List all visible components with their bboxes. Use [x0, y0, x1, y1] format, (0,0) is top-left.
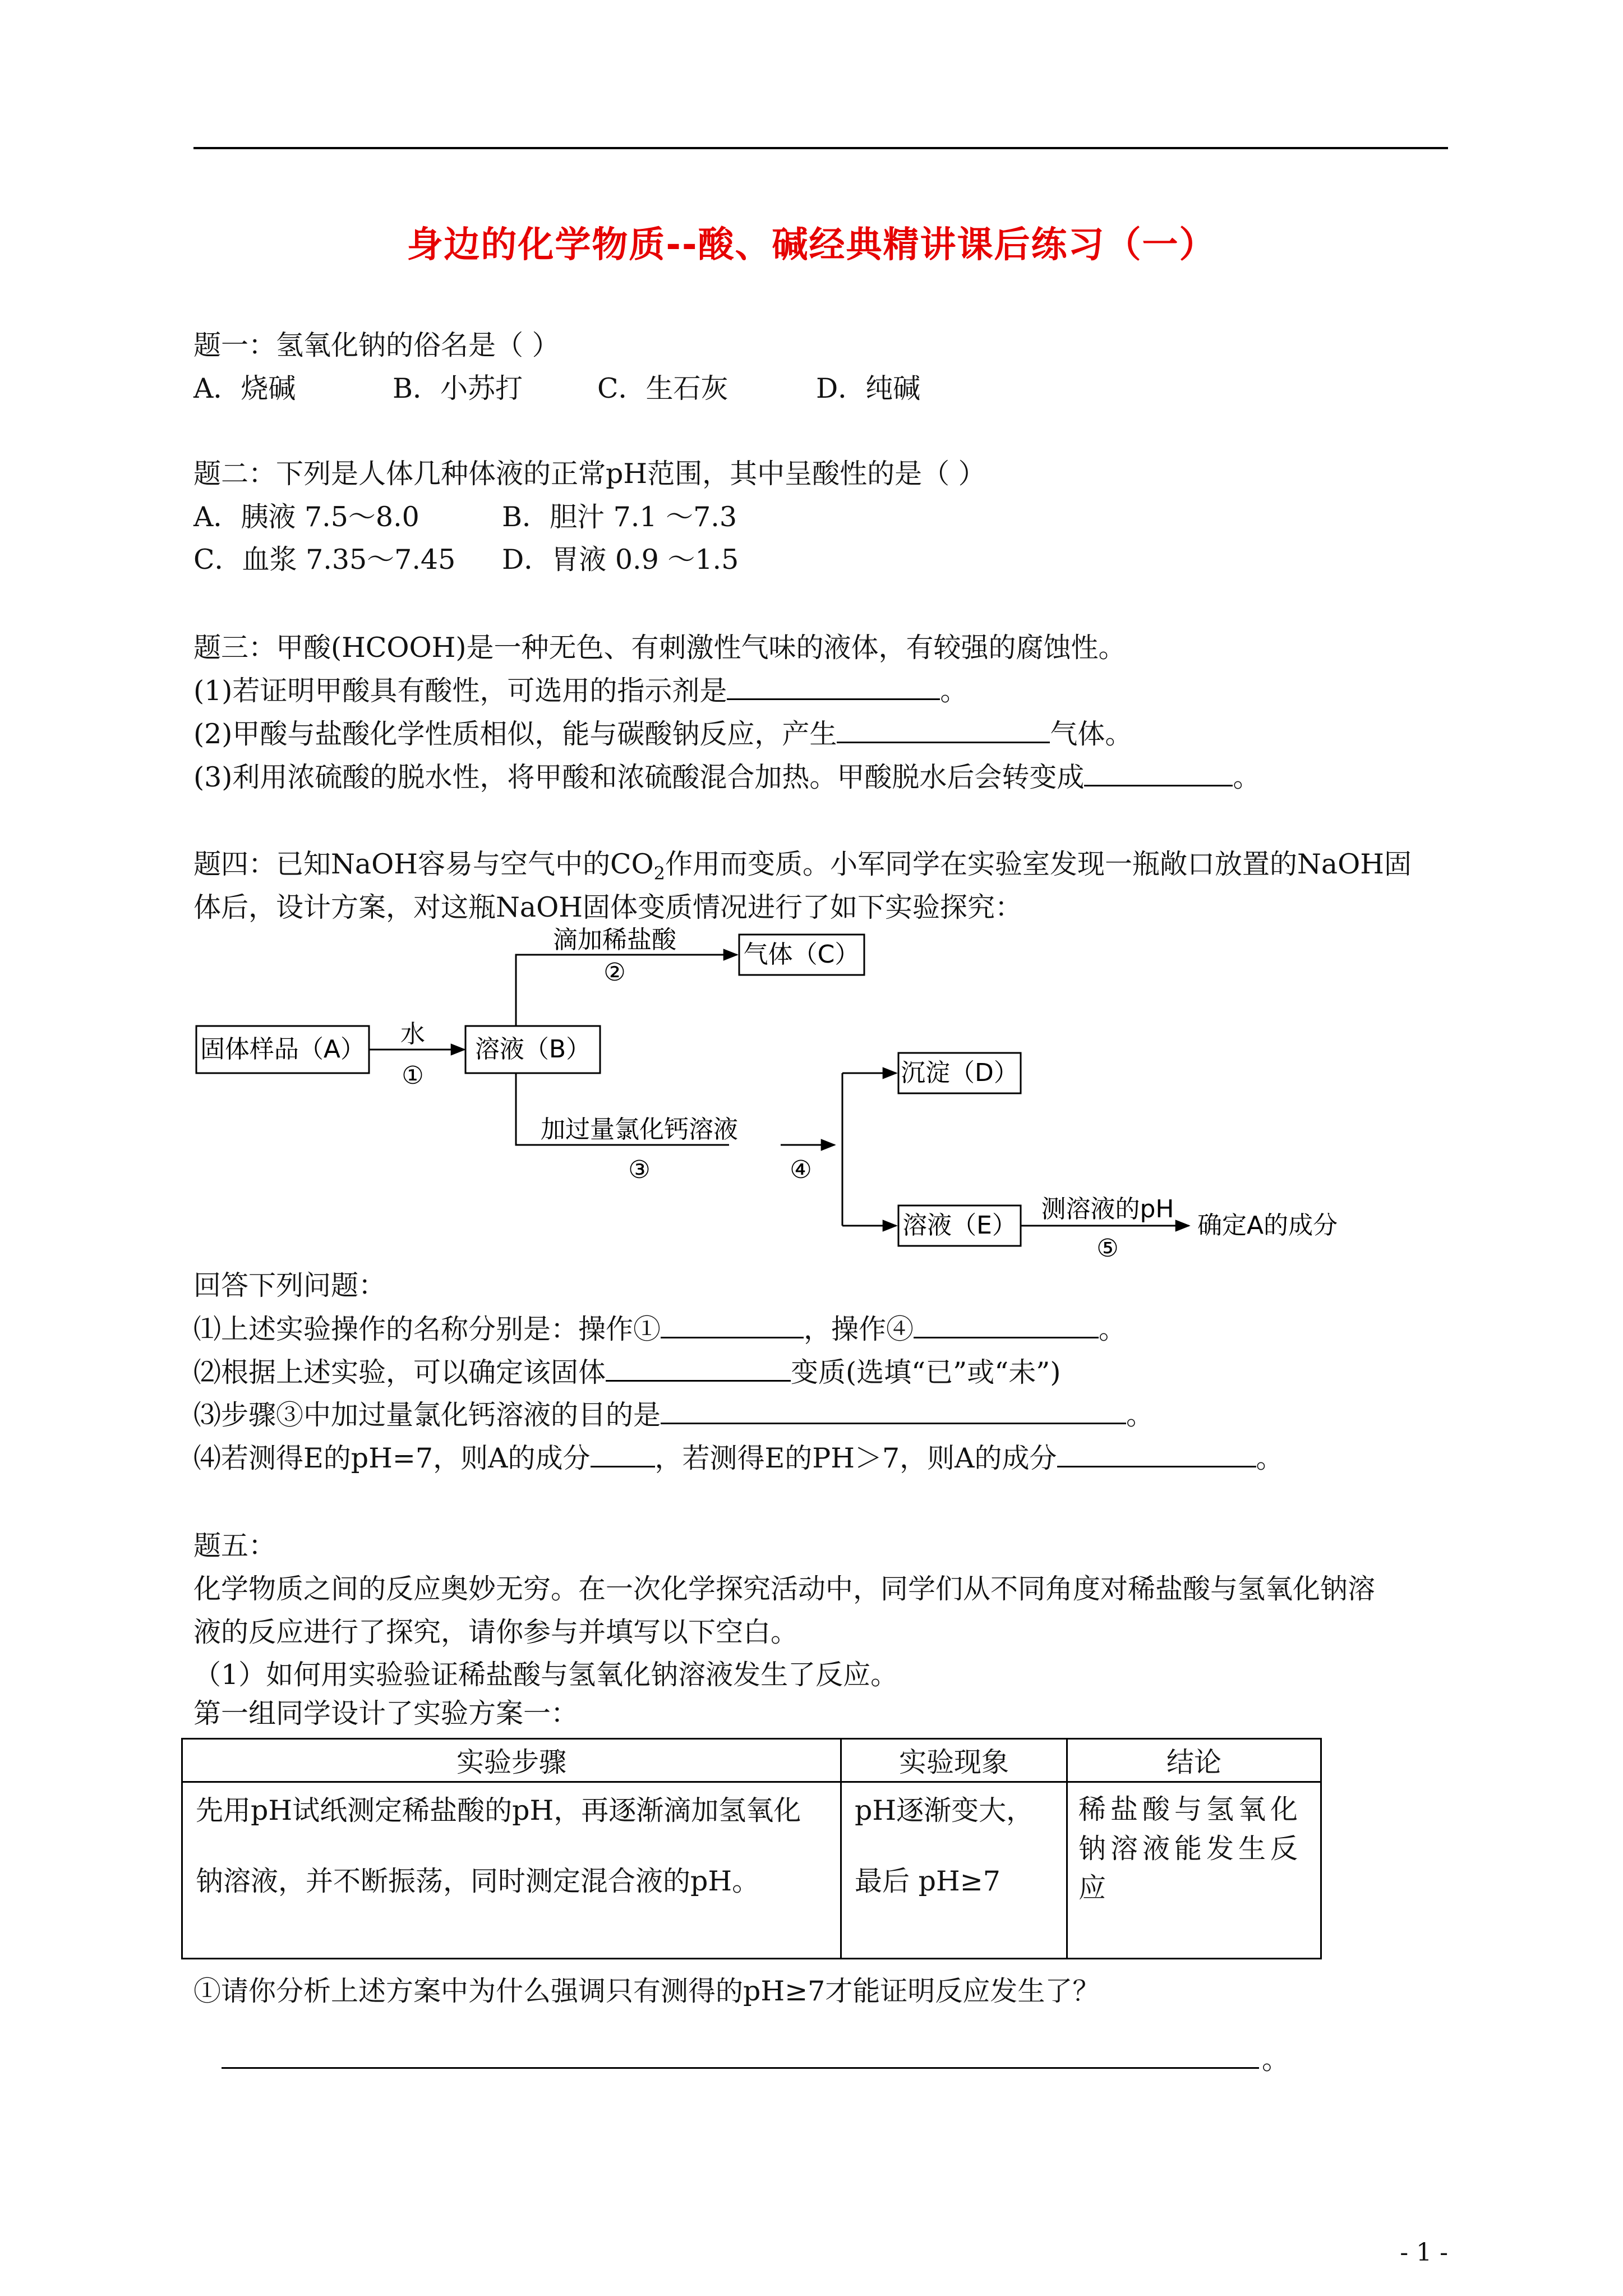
- q4-answer2: [193, 1355, 1061, 1389]
- q4-answer-intro: 回答下列问题：: [193, 1269, 386, 1301]
- label-step1: ①: [402, 1061, 424, 1090]
- q1-stem: 题一：氢氧化钠的俗名是（ ）: [193, 329, 560, 361]
- q5-intro-line2: 液的反应进行了探究，请你参与并填写以下空白。: [193, 1616, 799, 1648]
- q3-part3-end: 。: [1233, 761, 1261, 793]
- label-add-cacl2: 加过量氯化钙溶液: [541, 1115, 738, 1144]
- q4-answer1: [193, 1312, 1126, 1346]
- header-steps: 实验步骤: [182, 1739, 841, 1782]
- answer-blank[interactable]: [591, 1441, 655, 1467]
- q4-answer2-text: ⑵根据上述实验，可以确定该固体: [193, 1356, 606, 1388]
- q5-stem: 题五：: [193, 1530, 276, 1562]
- label-step3: ③: [628, 1156, 651, 1184]
- label-step4: ④: [790, 1156, 812, 1184]
- q4-answer1-end: 。: [1099, 1313, 1127, 1345]
- q4-stem-a: 题四：已知NaOH容易与空气中的CO: [193, 848, 654, 880]
- label-measure-ph: 测溶液的pH: [1041, 1195, 1174, 1223]
- q1-option-c: C．生石灰: [597, 372, 728, 404]
- q3-stem: 题三：甲酸(HCOOH)是一种无色、有刺激性气味的液体，有较强的腐蚀性。: [193, 632, 1126, 664]
- q4-answer4-end: 。: [1256, 1442, 1284, 1474]
- q5-analysis-question: ①请你分析上述方案中为什么强调只有测得的pH≥7才能证明反应发生了？: [193, 1975, 1100, 2007]
- answer-blank[interactable]: [661, 1312, 804, 1338]
- cell-conclusion: [1067, 1782, 1321, 1959]
- q3-part2-text: (2)甲酸与盐酸化学性质相似，能与碳酸钠反应，产生: [193, 718, 837, 750]
- cell-steps: [182, 1782, 841, 1959]
- label-step5: ⑤: [1096, 1234, 1119, 1263]
- q5-group1: 第一组同学设计了实验方案一：: [193, 1697, 579, 1729]
- experiment-table: [181, 1738, 1322, 1959]
- label-determine-a: 确定A的成分: [1197, 1211, 1338, 1240]
- q2-stem: 题二：下列是人体几种体液的正常pH范围，其中呈酸性的是（ ）: [193, 458, 986, 490]
- q2-option-b: B．胆汁 7.1 ～7.3: [502, 501, 737, 533]
- q3-part3-text: (3)利用浓硫酸的脱水性，将甲酸和浓硫酸混合加热。甲酸脱水后会转变成: [193, 761, 1085, 793]
- arrow-hcl: [516, 955, 737, 1026]
- q1-option-a: A．烧碱: [193, 372, 296, 404]
- q4-stem-sub: 2: [653, 862, 666, 884]
- q2-option-d: D．胃液 0.9 ～1.5: [502, 544, 739, 576]
- answer-blank[interactable]: [1057, 1441, 1256, 1467]
- q4-answer3: [193, 1398, 1154, 1432]
- q4-answer4-text: ⑷若测得E的pH=7，则A的成分: [193, 1442, 591, 1474]
- label-water: 水: [400, 1020, 425, 1048]
- cell-steps-line2: 钠溶液，并不断振荡，同时测定混合液的pH。: [196, 1865, 760, 1897]
- q1-option-d: D．纯碱: [816, 372, 921, 404]
- header-phenomenon: 实验现象: [841, 1739, 1067, 1782]
- q3-part2-end: 气体。: [1050, 718, 1133, 750]
- answer-blank[interactable]: [606, 1355, 791, 1382]
- label-gas-c: 气体（C）: [743, 940, 860, 969]
- label-precipitate-d: 沉淀（D）: [901, 1059, 1018, 1087]
- answer-blank[interactable]: [661, 1398, 1126, 1424]
- q2-option-c: C．血浆 7.35～7.45: [193, 544, 456, 576]
- cell-steps-line1: 先用pH试纸测定稀盐酸的pH，再逐渐滴加氢氧化: [196, 1795, 801, 1826]
- label-solid-sample: 固体样品（A）: [200, 1035, 366, 1064]
- label-solution-e: 溶液（E）: [902, 1211, 1017, 1240]
- page-number: - 1 -: [1400, 2238, 1448, 2267]
- q4-answer4-mid: ，若测得E的PH＞7，则A的成分: [654, 1442, 1057, 1474]
- q4-answer1-text: ⑴上述实验操作的名称分别是：操作①: [193, 1313, 661, 1345]
- table-header-row: [182, 1739, 1321, 1782]
- answer-blank[interactable]: [914, 1312, 1099, 1338]
- q5-intro-line1: 化学物质之间的反应奥妙无穷。在一次化学探究活动中，同学们从不同角度对稀盐酸与氢氧化钠溶: [193, 1573, 1376, 1605]
- label-step2: ②: [603, 958, 626, 987]
- page-title: 身边的化学物质--酸、碱经典精讲课后练习（一）: [407, 224, 1216, 266]
- q4-answer2-end: 变质(选填“已”或“未”): [791, 1356, 1061, 1388]
- q4-stem-b: 作用而变质。小军同学在实验室发现一瓶敞口放置的NaOH固: [665, 848, 1412, 880]
- q4-stem-line2: 体后，设计方案，对这瓶NaOH固体变质情况进行了如下实验探究：: [193, 891, 1022, 923]
- q3-part1-end: 。: [940, 675, 968, 707]
- q2-option-a: A．胰液 7.5～8.0: [193, 501, 419, 533]
- label-solution-b: 溶液（B）: [474, 1035, 591, 1064]
- q4-answer3-text: ⑶步骤③中加过量氯化钙溶液的目的是: [193, 1399, 661, 1431]
- cell-phenomenon: [841, 1782, 1067, 1959]
- q4-answer3-end: 。: [1126, 1399, 1154, 1431]
- q4-answer1-mid: ，操作④: [804, 1313, 914, 1345]
- table-row: [182, 1782, 1321, 1959]
- q5-analysis-end: 。: [1262, 2044, 1290, 2076]
- cell-phenomenon-line2: 最后 pH≥7: [855, 1865, 1000, 1897]
- q1-option-b: B．小苏打: [393, 372, 523, 404]
- answer-line[interactable]: [222, 2067, 1259, 2069]
- q5-part1: （1）如何用实验验证稀盐酸与氢氧化钠溶液发生了反应。: [193, 1659, 898, 1691]
- q4-answer4: [193, 1441, 1284, 1475]
- cell-conclusion-text: 稀盐酸与氢氧化钠溶液能发生反应: [1078, 1793, 1303, 1904]
- q3-part1-text: (1)若证明甲酸具有酸性，可选用的指示剂是: [193, 675, 727, 707]
- label-add-hcl: 滴加稀盐酸: [553, 926, 676, 954]
- cell-phenomenon-line1: pH逐渐变大，: [855, 1795, 1034, 1826]
- header-conclusion: 结论: [1067, 1739, 1321, 1782]
